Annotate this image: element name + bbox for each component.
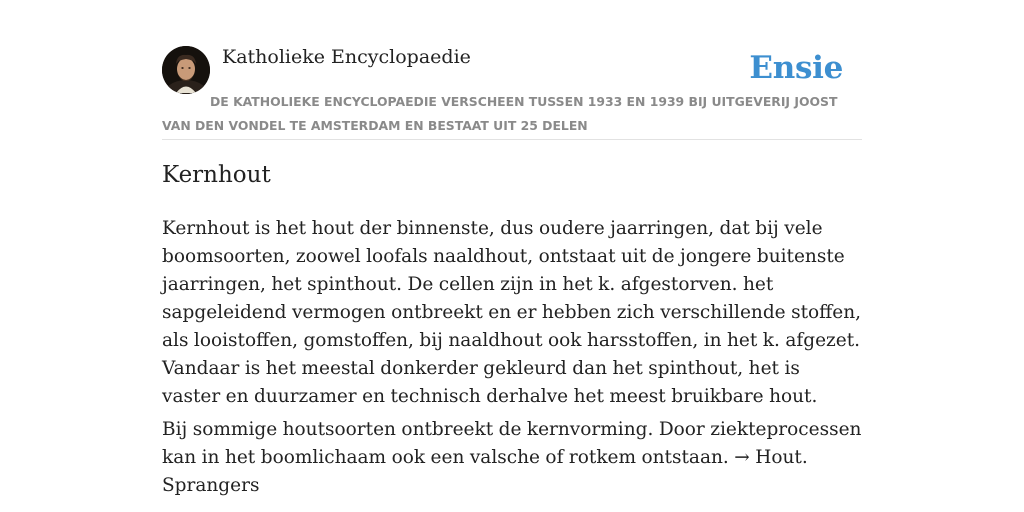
brand-logo[interactable]: Ensie [749,50,843,86]
paragraph-text: Bij sommige houtsoorten ontbreekt de kernvorming. Door ziekteprocessen kan in het boomlichaam ook een valsche of rotkem ontstaan. [162,419,862,468]
avatar[interactable] [162,46,210,94]
page [162,0,862,496]
header [162,0,862,133]
article-title: Kernhout [162,162,271,188]
author-name: Sprangers [162,475,260,496]
cross-reference-link[interactable]: → Hout. [734,447,808,468]
portrait-icon [162,46,210,94]
site-tagline: DE KATHOLIEKE ENCYCLOPAEDIE VERSCHEEN TUSSEN 1933 EN 1939 BIJ UITGEVERIJ JOOST VAN DEN VONDEL TE AMSTERDAM EN BESTAAT UIT 25 DELEN [162,94,838,133]
article-paragraph: Kernhout is het hout der binnenste, dus oudere jaarringen, dat bij vele boomsoorten, zoowel loofals naaldhout, ontstaat uit de jongere buitenste jaarringen, het spinthout. De cellen zijn in het k. afgestorven. het sapgeleidend vermogen ontbreekt en er hebben zich verschillende stoffen, als looistoffen, gomstoffen, bij naaldhout ook harsstoffen, in het k. afgezet. Vandaar is het meestal donkerder gekleurd dan het spinthout, het is vaster en duurzamer en technisch derhalve het meest bruikbare hout. [162,218,862,407]
site-name[interactable]: Katholieke Encyclopaedie [222,46,471,68]
article-body [162,215,862,505]
article-paragraph [162,416,862,500]
divider [162,139,862,140]
